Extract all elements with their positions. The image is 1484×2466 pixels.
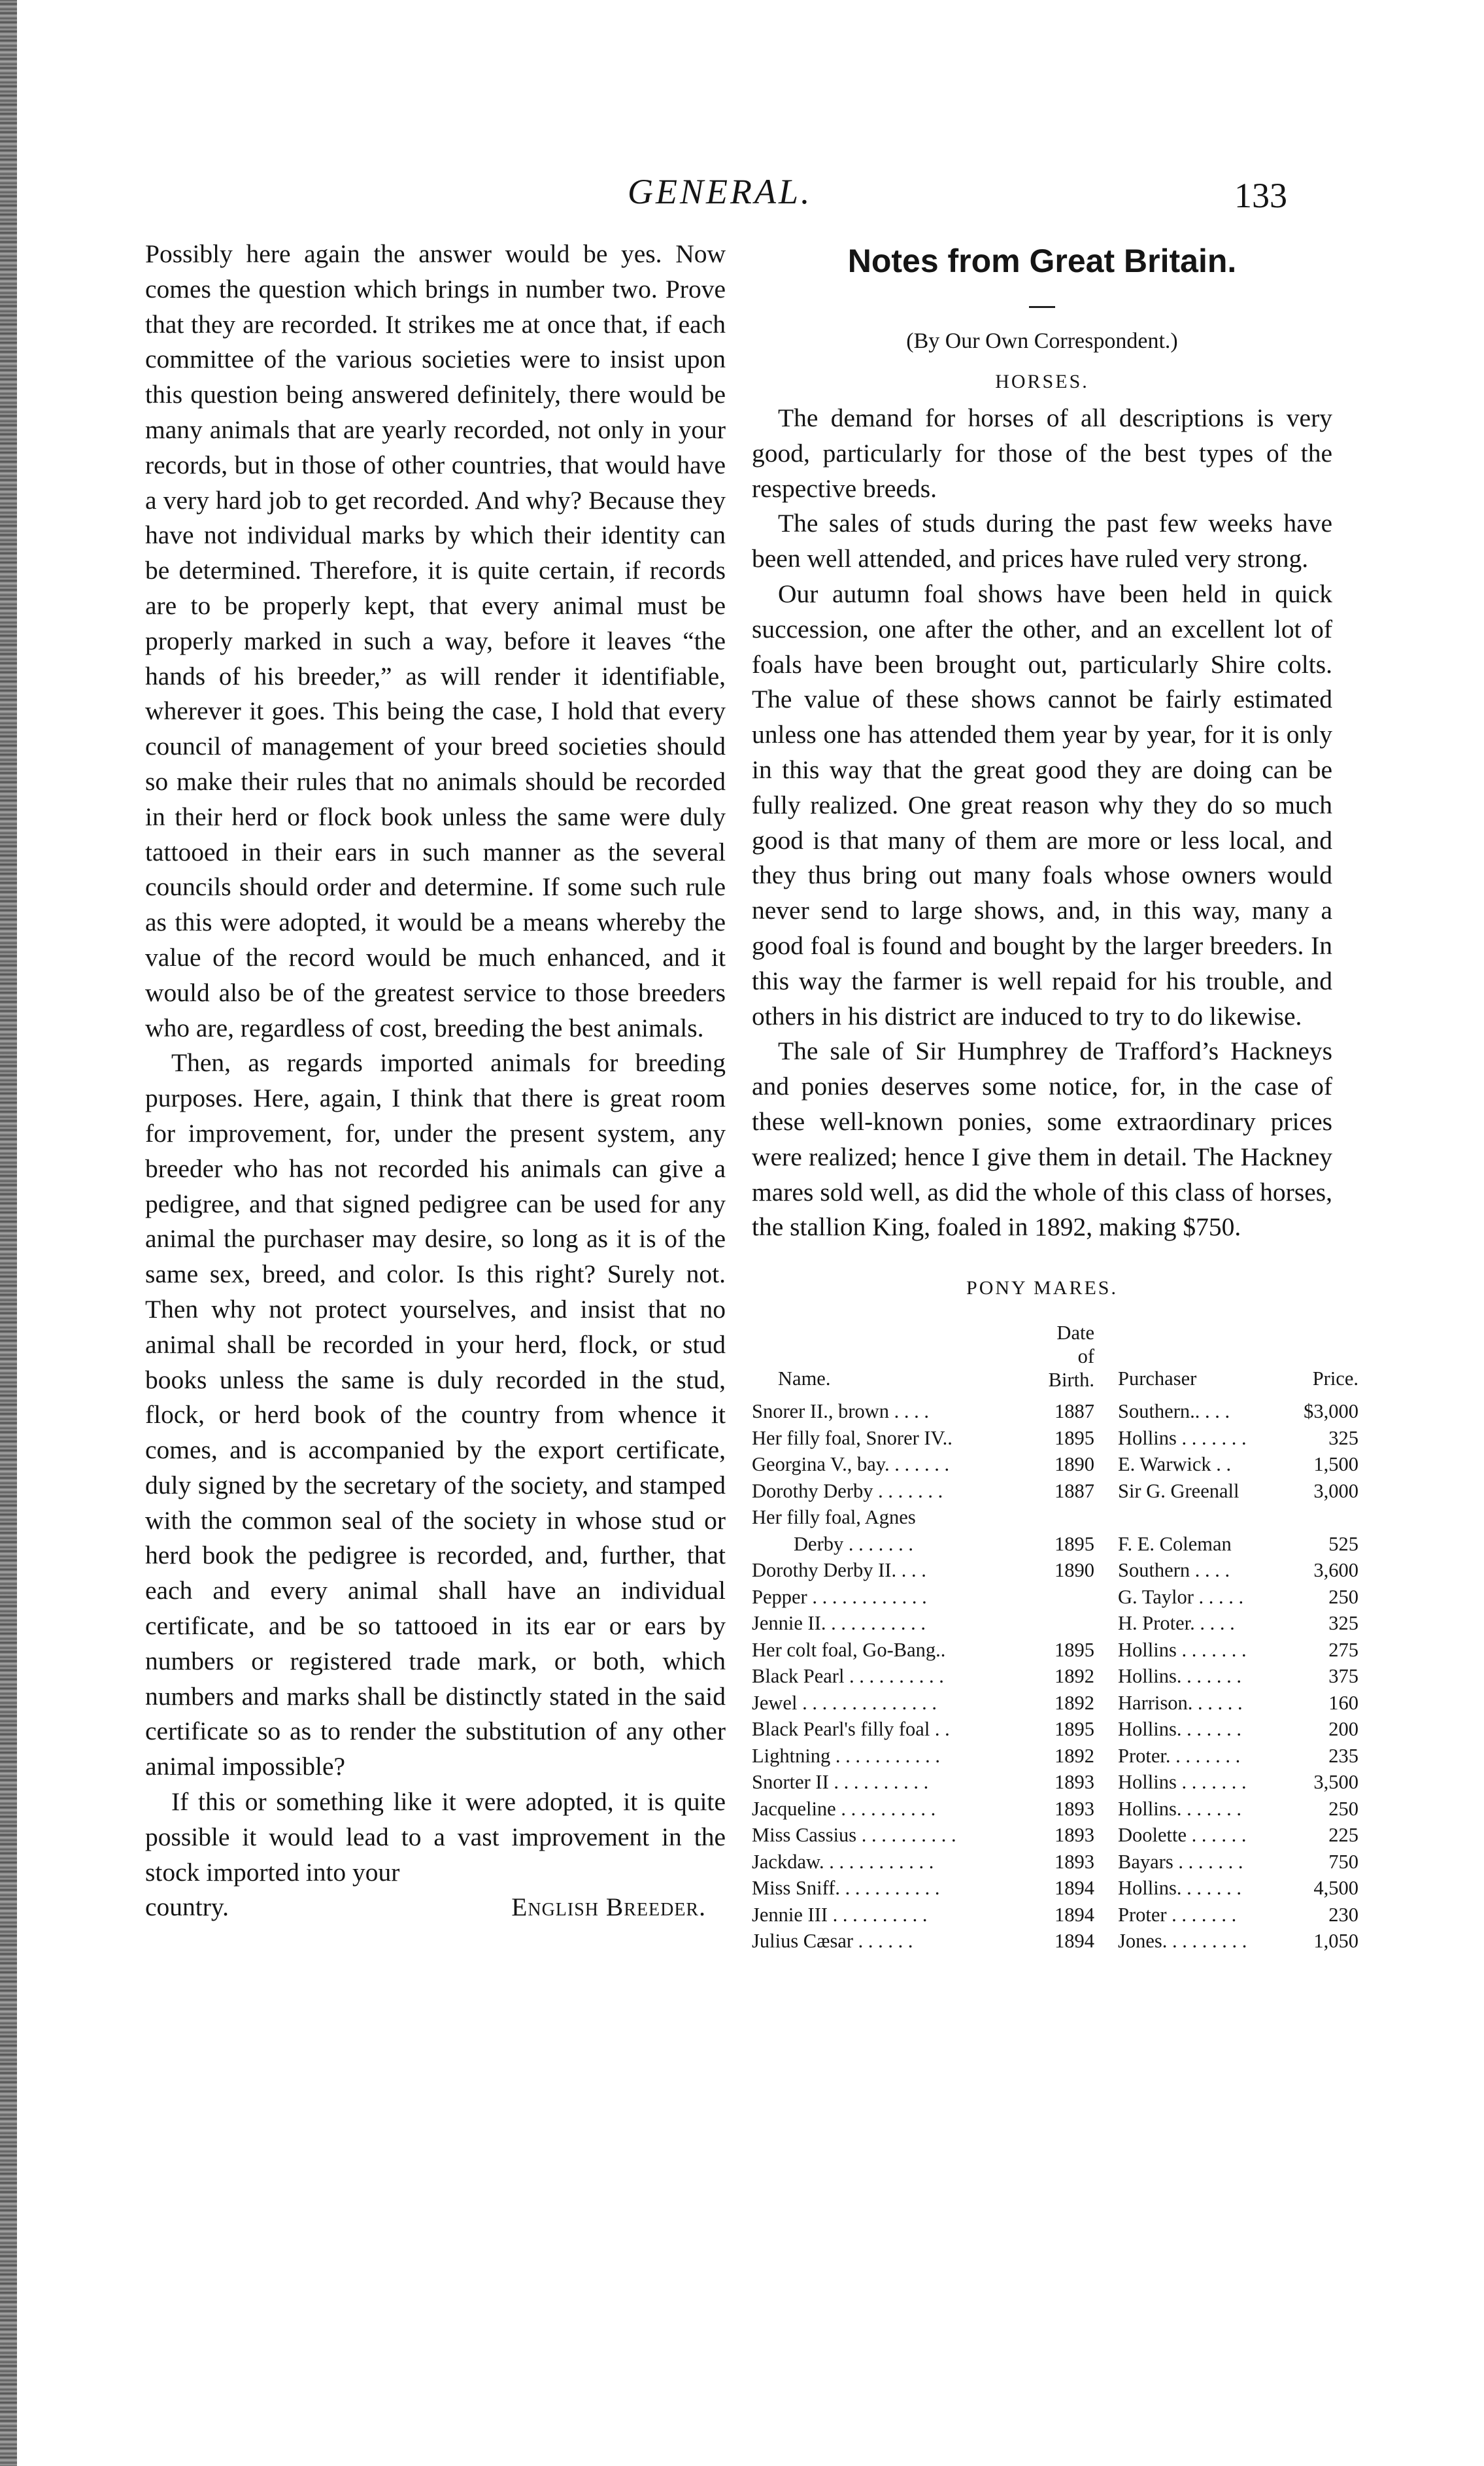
table-row bbox=[752, 1584, 1358, 1611]
cell-price: 250 bbox=[1328, 1585, 1358, 1608]
col-birth-header-top: Date of bbox=[1056, 1322, 1094, 1368]
cell-purchaser: Sir G. Greenall bbox=[1118, 1479, 1239, 1502]
cell-price: 3,500 bbox=[1313, 1771, 1358, 1794]
cell-name: Her filly foal, Agnes bbox=[752, 1506, 916, 1529]
table-row bbox=[752, 1769, 1358, 1796]
cell-purchaser: G. Taylor . . . . . bbox=[1118, 1585, 1244, 1608]
right-column bbox=[752, 237, 1358, 1955]
cell-name: Georgina V., bay. . . . . . . bbox=[752, 1453, 950, 1476]
cell-purchaser: Hollins. . . . . . . bbox=[1118, 1877, 1241, 1900]
table-row bbox=[752, 1504, 1358, 1531]
cell-name: Black Pearl . . . . . . . . . . bbox=[752, 1665, 944, 1688]
cell-price: 3,600 bbox=[1313, 1559, 1358, 1582]
paragraph: The sales of studs during the past few weeks have been well attended, and prices have ruled very strong. bbox=[752, 509, 1332, 574]
cell-name: Her colt foal, Go-Bang.. bbox=[752, 1638, 946, 1661]
cell-purchaser: F. E. Coleman bbox=[1118, 1532, 1232, 1555]
table-row bbox=[752, 1875, 1358, 1902]
table-row bbox=[752, 1849, 1358, 1875]
cell-price: 225 bbox=[1328, 1824, 1358, 1847]
cell-birth bbox=[1039, 1504, 1094, 1531]
cell-birth: 1890 bbox=[1054, 1559, 1094, 1582]
table-row bbox=[752, 1796, 1358, 1823]
cell-birth: 1894 bbox=[1054, 1930, 1094, 1953]
cell-purchaser: Proter . . . . . . . bbox=[1118, 1903, 1237, 1926]
cell-name: Her filly foal, Snorer IV.. bbox=[752, 1426, 953, 1449]
cell-price: 325 bbox=[1328, 1612, 1358, 1635]
col-price-header: Price. bbox=[1312, 1367, 1358, 1390]
cell-price: 230 bbox=[1328, 1903, 1358, 1926]
byline: (By Our Own Correspondent.) bbox=[906, 329, 1178, 353]
cell-price: 750 bbox=[1328, 1850, 1358, 1873]
table-row bbox=[752, 1557, 1358, 1584]
table-row bbox=[752, 1743, 1358, 1770]
page-header bbox=[0, 171, 1484, 224]
author-signature: English Breeder. bbox=[511, 1892, 706, 1922]
table-row bbox=[752, 1928, 1358, 1955]
cell-name: Dorothy Derby . . . . . . . bbox=[752, 1479, 943, 1502]
paragraph: Our autumn foal shows have been held in quick succession, one after the other, and an excellent lot of foals have been brought out, particularly Shire colts. The value of these shows cannot be fairly estimated unless one has attended them year by year, for it is only in this way that the great good they are doing can be fully realized. One great reason why they do so much good is that many of them are more or less local, and they thus bring out many foals whose owners would never send to large shows, and, in this way, many a good foal is found and bought by the larger breeders. In this way the farmer is well repaid for his trouble, and others in his district are induced to try to do likewise. bbox=[752, 579, 1332, 1031]
cell-birth: 1894 bbox=[1054, 1903, 1094, 1926]
cell-purchaser: Proter. . . . . . . . bbox=[1118, 1744, 1241, 1767]
title-divider bbox=[1029, 306, 1055, 308]
col-birth-header-bottom: Birth. bbox=[1048, 1369, 1094, 1392]
cell-birth: 1892 bbox=[1054, 1691, 1094, 1714]
cell-name: Dorothy Derby II. . . . bbox=[752, 1559, 926, 1582]
cell-purchaser: Hollins. . . . . . . bbox=[1118, 1665, 1241, 1688]
closing-word: country. bbox=[145, 1892, 229, 1922]
cell-price: 1,050 bbox=[1313, 1930, 1358, 1953]
cell-purchaser: Harrison. . . . . . bbox=[1118, 1691, 1243, 1714]
cell-price: 275 bbox=[1328, 1638, 1358, 1661]
table-row bbox=[752, 1690, 1358, 1717]
cell-birth: 1894 bbox=[1054, 1877, 1094, 1900]
table-row bbox=[752, 1398, 1358, 1425]
cell-birth: 1893 bbox=[1054, 1824, 1094, 1847]
cell-purchaser: Jones. . . . . . . . . bbox=[1118, 1930, 1247, 1953]
cell-price: 525 bbox=[1328, 1532, 1358, 1555]
cell-birth: 1890 bbox=[1054, 1453, 1094, 1476]
cell-name: Jacqueline . . . . . . . . . . bbox=[752, 1797, 936, 1820]
cell-name: Pepper . . . . . . . . . . . . bbox=[752, 1585, 927, 1608]
cell-birth: 1892 bbox=[1054, 1744, 1094, 1767]
cell-purchaser: Hollins. . . . . . . bbox=[1118, 1718, 1241, 1741]
table-row bbox=[752, 1425, 1358, 1452]
table-body bbox=[752, 1398, 1358, 1955]
cell-name: Derby . . . . . . . bbox=[794, 1532, 913, 1555]
cell-purchaser: Doolette . . . . . . bbox=[1118, 1824, 1247, 1847]
table-row bbox=[752, 1478, 1358, 1505]
cell-price: 4,500 bbox=[1313, 1877, 1358, 1900]
col-name-header: Name. bbox=[778, 1367, 831, 1390]
cell-birth: 1887 bbox=[1054, 1479, 1094, 1502]
cell-birth: 1892 bbox=[1054, 1665, 1094, 1688]
book-binding-edge bbox=[0, 0, 17, 2466]
table-row bbox=[752, 1451, 1358, 1478]
cell-name: Julius Cæsar . . . . . . bbox=[752, 1930, 913, 1953]
cell-purchaser: Southern.. . . . bbox=[1118, 1400, 1230, 1423]
cell-price: 325 bbox=[1328, 1426, 1358, 1449]
col-purchaser-header: Purchaser bbox=[1118, 1367, 1197, 1390]
cell-name: Miss Cassius . . . . . . . . . . bbox=[752, 1824, 956, 1847]
article-title: Notes from Great Britain. bbox=[847, 243, 1237, 279]
cell-price: 200 bbox=[1328, 1718, 1358, 1741]
cell-purchaser: Hollins. . . . . . . bbox=[1118, 1797, 1241, 1820]
col-birth-header bbox=[1039, 1321, 1094, 1398]
section-heading: HORSES. bbox=[995, 371, 1089, 392]
cell-birth: 1893 bbox=[1054, 1771, 1094, 1794]
cell-name: Snorter II . . . . . . . . . . bbox=[752, 1771, 929, 1794]
left-column bbox=[145, 237, 726, 1925]
table-row bbox=[752, 1822, 1358, 1849]
cell-birth: 1893 bbox=[1054, 1797, 1094, 1820]
cell-birth bbox=[1039, 1610, 1094, 1637]
cell-price: 250 bbox=[1328, 1797, 1358, 1820]
cell-birth: 1895 bbox=[1054, 1718, 1094, 1741]
cell-price: 160 bbox=[1328, 1691, 1358, 1714]
cell-name: Snorer II., brown . . . . bbox=[752, 1400, 930, 1423]
cell-purchaser: Hollins . . . . . . . bbox=[1118, 1771, 1247, 1794]
cell-birth bbox=[1039, 1584, 1094, 1611]
cell-birth: 1893 bbox=[1054, 1850, 1094, 1873]
paragraph: The demand for horses of all descriptions is very good, particularly for those of the best types of the respective breeds. bbox=[752, 403, 1332, 503]
paragraph: Then, as regards imported animals for breeding purposes. Here, again, I think that there is great room for improvement, for, under the present system, any breeder who has not recorded his animals can give a pedigree, and that signed pedigree can be used for any animal the purchaser may desire, so long as it is of the same sex, breed, and color. Is this right? Surely not. Then why not protect yourselves, and insist that no animal shall be recorded in your herd, flock, or stud books unless the same is duly recorded in the stud, flock, or herd book of the country from whence it comes, and is accompanied by the export certificate, duly signed by the secretary of the society, and stamped with the common seal of the society in whose stud or herd book the pedigree is recorded, and, further, that each and every animal shall have an individual certificate, and be so tattooed in its ear or ears by numbers or registered trade mark, or both, which numbers and marks shall be distinctly stated in the said certificate so as to render the substitution of any other animal impossible? bbox=[145, 1048, 726, 1781]
cell-name: Jackdaw. . . . . . . . . . . . bbox=[752, 1850, 934, 1873]
cell-name: Black Pearl's filly foal . . bbox=[752, 1718, 950, 1741]
cell-name: Miss Sniff. . . . . . . . . . . bbox=[752, 1877, 940, 1900]
cell-purchaser: H. Proter. . . . . bbox=[1118, 1612, 1235, 1635]
cell-price: 235 bbox=[1328, 1744, 1358, 1767]
cell-purchaser: E. Warwick . . bbox=[1118, 1453, 1232, 1476]
cell-birth: 1895 bbox=[1054, 1532, 1094, 1555]
cell-birth: 1895 bbox=[1054, 1426, 1094, 1449]
cell-price: 1,500 bbox=[1313, 1453, 1358, 1476]
page-number: 133 bbox=[1234, 176, 1287, 215]
cell-purchaser: Bayars . . . . . . . bbox=[1118, 1850, 1243, 1873]
cell-birth: 1887 bbox=[1054, 1400, 1094, 1423]
paragraph: If this or something like it were adopted, it is quite possible it would lead to a vast improvement in the stock imported into your bbox=[145, 1787, 726, 1887]
table-heading: PONY MARES. bbox=[966, 1277, 1118, 1299]
cell-name: Jewel . . . . . . . . . . . . . . bbox=[752, 1691, 937, 1714]
table-row bbox=[752, 1663, 1358, 1690]
table-row bbox=[752, 1902, 1358, 1928]
table-header-row bbox=[752, 1321, 1358, 1398]
cell-purchaser bbox=[1094, 1504, 1288, 1531]
cell-price: 375 bbox=[1328, 1665, 1358, 1688]
paragraph: The sale of Sir Humphrey de Trafford’s Hackneys and ponies deserves some notice, for, in the case of these well-known ponies, some extraordinary prices were realized; hence I give them in detail. The Hackney mares sold well, as did the whole of this class of horses, the stallion King, foaled in 1892, making $750. bbox=[752, 1036, 1332, 1242]
cell-birth: 1895 bbox=[1054, 1638, 1094, 1661]
running-head: GENERAL. bbox=[628, 172, 813, 211]
table-row bbox=[752, 1531, 1358, 1558]
table-row bbox=[752, 1716, 1358, 1743]
paragraph: Possibly here again the answer would be yes. Now comes the question which brings in number two. Prove that they are recorded. It strikes me at once that, if each committee of the various societies were to insist upon this question being answered definitely, there would be many animals that are yearly recorded, not only in your records, but in those of other countries, that would have a very hard job to get recorded. And why? Because they have not individual marks by which their identity can be determined. Therefore, it is quite certain, if records are to be properly kept, that every animal must be properly marked in such a way, before it leaves “the hands of his breeder,” as will render it identifiable, wherever it goes. This being the case, I hold that every council of management of your breed societies should so make their rules that no animals should be recorded in their herd or flock book unless the same were duly tattooed in their ears in such manner as the several councils should order and determine. If some such rule as this were adopted, it would be a means whereby the value of the record would be much enhanced, and it would also be of the greatest service to those breeders who are, regardless of cost, breeding the best animals. bbox=[145, 239, 726, 1042]
pony-mares-table bbox=[752, 1321, 1358, 1955]
table-row bbox=[752, 1610, 1358, 1637]
cell-name: Jennie II. . . . . . . . . . . bbox=[752, 1612, 926, 1635]
cell-name: Lightning . . . . . . . . . . . bbox=[752, 1744, 941, 1767]
cell-purchaser: Hollins . . . . . . . bbox=[1118, 1638, 1247, 1661]
cell-price bbox=[1288, 1504, 1358, 1531]
cell-price: 3,000 bbox=[1313, 1479, 1358, 1502]
table-row bbox=[752, 1637, 1358, 1664]
cell-name: Jennie III . . . . . . . . . . bbox=[752, 1903, 928, 1926]
cell-purchaser: Hollins . . . . . . . bbox=[1118, 1426, 1247, 1449]
closing-line bbox=[145, 1890, 726, 1925]
cell-price: $3,000 bbox=[1304, 1400, 1358, 1423]
cell-purchaser: Southern . . . . bbox=[1118, 1559, 1230, 1582]
